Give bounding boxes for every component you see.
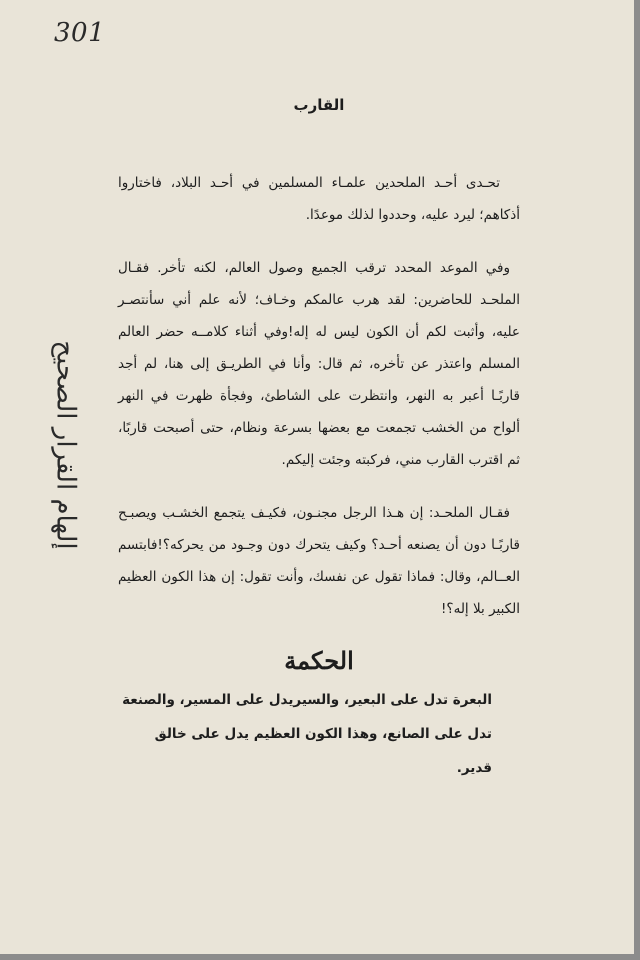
story-paragraph-1: تحـدى أحـد الملحدين علمـاء المسلمين في أحـد البلاد، فاختاروا أذكاهم؛ ليرد عليه، وحددوا لذلك موعدًا.	[118, 175, 520, 223]
side-book-title-text: إلهام القرار الصحيح	[51, 340, 81, 550]
page-edge-right	[634, 0, 640, 960]
side-book-title	[48, 310, 84, 580]
page-number: 301	[54, 18, 106, 48]
page-content	[118, 96, 520, 785]
story-title: القارب	[293, 96, 345, 114]
wisdom-text: البعرة تدل على البعير، والسيريدل على المسير، والصنعة تدل على الصانع، وهذا الكون العظيم يدل على خالق قدير.	[122, 692, 492, 776]
story-paragraph-2: وفي الموعد المحدد ترقب الجميع وصول العالم، لكنه تأخر. فقـال الملحـد للحاضرين: لقد هرب عالمكم وخـاف؛ لأنه علم أني سأنتصـر عليه، وأثبت لكم أن الكون ليس له إله!وفي أثناء كلامــه حضر العالم المسلم واعتذر عن تأخره، ثم قال: وأنا في الطريـق إلى هنا، لم أجد قاربًـا أعبر به النهر، وانتظرت على الشاطئ، وفجأة ظهرت في النهر ألواح من الخشب تجمعت مع بعضها بسرعة ونظام، حتى أصبحت قاربًا، ثم اقترب القارب مني، فركبته وجئت إليكم.	[118, 260, 520, 468]
wisdom-title: الحكمة	[284, 646, 354, 675]
story-paragraph-3: فقـال الملحـد: إن هـذا الرجل مجنـون، فكيـف يتجمع الخشـب ويصبـح قاربًـا دون أن يصنعه أحـد؟ وكيف يتحرك دون وجـود من يحركه؟!فابتسم العــالم، وقال: فماذا تقول عن نفسك، وأنت تقول: إن هذا الكون العظيم الكبير بلا إله؟!	[118, 505, 520, 617]
page-edge-bottom	[0, 954, 640, 960]
